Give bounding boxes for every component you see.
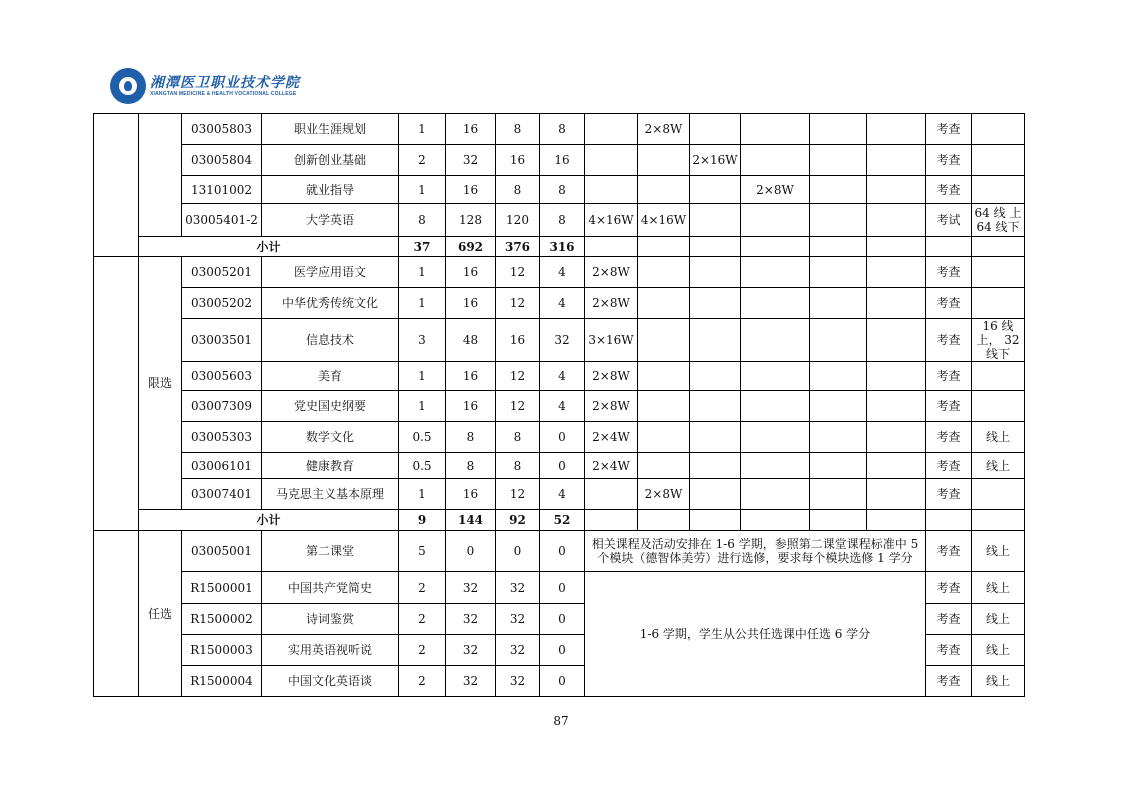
course-theory-hours: 12: [496, 257, 540, 288]
subtotal-credits: 9: [399, 510, 446, 531]
semester-s2: [638, 176, 690, 204]
empty-cell: [741, 453, 810, 479]
empty-cell: [741, 237, 810, 257]
course-total-hours: 16: [446, 176, 496, 204]
limited-elective-label: 限选: [139, 257, 182, 510]
course-credits: 8: [399, 204, 446, 237]
course-total-hours: 48: [446, 319, 496, 362]
course-note: 线上: [972, 666, 1025, 697]
empty-cell: [741, 391, 810, 422]
course-credits: 1: [399, 176, 446, 204]
table-row: [94, 531, 1025, 572]
empty-cell: [867, 391, 926, 422]
course-note: [972, 362, 1025, 391]
subcategory-cell: [139, 114, 182, 237]
course-code: 03005804: [182, 145, 262, 176]
assessment-method: 考查: [926, 572, 972, 604]
semester-s2: [638, 422, 690, 453]
empty-cell: [810, 391, 867, 422]
course-credits: 1: [399, 362, 446, 391]
assessment-method: 考查: [926, 604, 972, 635]
course-practice-hours: 4: [540, 479, 585, 510]
course-note: 线上: [972, 635, 1025, 666]
course-code: 03005001: [182, 531, 262, 572]
college-name-cn: 湘潭医卫职业技术学院: [150, 75, 300, 91]
subtotal-practice-hours: 52: [540, 510, 585, 531]
course-total-hours: 8: [446, 453, 496, 479]
empty-cell: [690, 237, 741, 257]
table-row: [94, 204, 1025, 237]
course-credits: 1: [399, 479, 446, 510]
semester-s1: [585, 479, 638, 510]
semester-s3: 2×16W: [690, 145, 741, 176]
assessment-method: 考查: [926, 288, 972, 319]
empty-cell: [690, 422, 741, 453]
course-practice-hours: 4: [540, 391, 585, 422]
course-total-hours: 16: [446, 362, 496, 391]
second-classroom-description: 相关课程及活动安排在 1-6 学期，参照第二课堂课程标准中 5 个模块（德智体美劳）进行选修，要求每个模块选修 1 学分: [585, 531, 926, 572]
course-note: [972, 145, 1025, 176]
table-row: [94, 479, 1025, 510]
table-row: [94, 453, 1025, 479]
assessment-method: 考查: [926, 145, 972, 176]
semester-s3: [690, 176, 741, 204]
course-credits: 0.5: [399, 453, 446, 479]
course-code: 03007309: [182, 391, 262, 422]
table-row: [94, 391, 1025, 422]
empty-cell: [741, 422, 810, 453]
course-note: [972, 288, 1025, 319]
semester-s4: [741, 114, 810, 145]
course-note: 线上: [972, 422, 1025, 453]
semester-s2: 4×16W: [638, 204, 690, 237]
empty-cell: [867, 319, 926, 362]
semester-s1: 2×4W: [585, 422, 638, 453]
empty-cell: [972, 237, 1025, 257]
course-theory-hours: 16: [496, 319, 540, 362]
empty-cell: [972, 510, 1025, 531]
course-credits: 2: [399, 666, 446, 697]
category-cell: [94, 257, 139, 531]
course-practice-hours: 0: [540, 635, 585, 666]
course-theory-hours: 32: [496, 666, 540, 697]
semester-s2: [638, 391, 690, 422]
course-practice-hours: 4: [540, 257, 585, 288]
course-total-hours: 16: [446, 479, 496, 510]
empty-cell: [690, 319, 741, 362]
category-cell: [94, 114, 139, 257]
college-name-en: XIANGTAN MEDICINE & HEALTH VOCATIONAL COLLEGE: [150, 91, 297, 97]
course-note: 线上: [972, 453, 1025, 479]
course-name: 第二课堂: [262, 531, 399, 572]
semester-s2: [638, 319, 690, 362]
course-theory-hours: 120: [496, 204, 540, 237]
course-code: 03006101: [182, 453, 262, 479]
assessment-method: 考查: [926, 114, 972, 145]
semester-s3: [690, 204, 741, 237]
course-credits: 5: [399, 531, 446, 572]
course-practice-hours: 32: [540, 319, 585, 362]
empty-cell: [867, 479, 926, 510]
semester-s1: 2×8W: [585, 257, 638, 288]
course-name: 就业指导: [262, 176, 399, 204]
course-note: [972, 114, 1025, 145]
semester-s5: [810, 204, 867, 237]
semester-s2: [638, 288, 690, 319]
semester-s5: [810, 145, 867, 176]
course-theory-hours: 8: [496, 114, 540, 145]
empty-cell: [926, 510, 972, 531]
course-theory-hours: 32: [496, 635, 540, 666]
semester-s1: [585, 114, 638, 145]
course-theory-hours: 0: [496, 531, 540, 572]
course-name: 创新创业基础: [262, 145, 399, 176]
course-code: 03003501: [182, 319, 262, 362]
course-total-hours: 16: [446, 257, 496, 288]
course-total-hours: 16: [446, 391, 496, 422]
empty-cell: [810, 510, 867, 531]
semester-s4: [741, 145, 810, 176]
course-total-hours: 8: [446, 422, 496, 453]
course-name: 大学英语: [262, 204, 399, 237]
course-note: 线上: [972, 604, 1025, 635]
assessment-method: 考查: [926, 362, 972, 391]
table-row: [94, 237, 1025, 257]
table-row: [94, 114, 1025, 145]
semester-s2: [638, 362, 690, 391]
course-practice-hours: 0: [540, 666, 585, 697]
semester-s4: 2×8W: [741, 176, 810, 204]
table-row: [94, 319, 1025, 362]
course-name: 医学应用语文: [262, 257, 399, 288]
course-code: 03005401-2: [182, 204, 262, 237]
semester-s6: [867, 204, 926, 237]
course-theory-hours: 32: [496, 572, 540, 604]
course-name: 马克思主义基本原理: [262, 479, 399, 510]
subtotal-theory-hours: 376: [496, 237, 540, 257]
public-elective-description: 1-6 学期，学生从公共任选课中任选 6 学分: [585, 572, 926, 697]
table-row: [94, 362, 1025, 391]
course-code: 03005201: [182, 257, 262, 288]
empty-cell: [810, 257, 867, 288]
empty-cell: [867, 362, 926, 391]
course-name: 中国文化英语谈: [262, 666, 399, 697]
course-note: 64 线 上 64 线下: [972, 204, 1025, 237]
empty-cell: [810, 237, 867, 257]
empty-cell: [810, 453, 867, 479]
semester-s2: 2×8W: [638, 114, 690, 145]
course-credits: 2: [399, 572, 446, 604]
assessment-method: 考查: [926, 635, 972, 666]
course-theory-hours: 12: [496, 391, 540, 422]
course-total-hours: 128: [446, 204, 496, 237]
assessment-method: 考查: [926, 176, 972, 204]
course-note: [972, 391, 1025, 422]
course-practice-hours: 8: [540, 204, 585, 237]
subtotal-theory-hours: 92: [496, 510, 540, 531]
course-practice-hours: 0: [540, 572, 585, 604]
course-credits: 2: [399, 145, 446, 176]
assessment-method: 考查: [926, 319, 972, 362]
college-brand: [150, 75, 300, 97]
course-theory-hours: 16: [496, 145, 540, 176]
category-cell: [94, 531, 139, 697]
course-name: 职业生涯规划: [262, 114, 399, 145]
empty-cell: [810, 319, 867, 362]
course-name: 实用英语视听说: [262, 635, 399, 666]
course-name: 诗词鉴赏: [262, 604, 399, 635]
empty-cell: [810, 479, 867, 510]
course-note: 16 线上， 32 线下: [972, 319, 1025, 362]
table-row: [94, 572, 1025, 604]
semester-s1: 2×8W: [585, 391, 638, 422]
semester-s4: [741, 204, 810, 237]
semester-s1: [585, 176, 638, 204]
empty-cell: [867, 422, 926, 453]
course-theory-hours: 12: [496, 479, 540, 510]
subtotal-total-hours: 692: [446, 237, 496, 257]
empty-cell: [690, 288, 741, 319]
table-row: [94, 288, 1025, 319]
curriculum-table: [93, 113, 1025, 697]
empty-cell: [638, 510, 690, 531]
course-total-hours: 16: [446, 288, 496, 319]
empty-cell: [741, 362, 810, 391]
course-total-hours: 32: [446, 572, 496, 604]
course-practice-hours: 16: [540, 145, 585, 176]
semester-s3: [690, 114, 741, 145]
semester-s6: [867, 176, 926, 204]
empty-cell: [690, 362, 741, 391]
table-row: [94, 176, 1025, 204]
table-row: [94, 422, 1025, 453]
course-theory-hours: 8: [496, 176, 540, 204]
course-theory-hours: 8: [496, 422, 540, 453]
empty-cell: [867, 288, 926, 319]
empty-cell: [741, 510, 810, 531]
course-credits: 3: [399, 319, 446, 362]
empty-cell: [810, 422, 867, 453]
course-theory-hours: 32: [496, 604, 540, 635]
course-practice-hours: 0: [540, 604, 585, 635]
semester-s1: 2×4W: [585, 453, 638, 479]
empty-cell: [810, 362, 867, 391]
assessment-method: 考查: [926, 666, 972, 697]
course-theory-hours: 12: [496, 362, 540, 391]
assessment-method: 考查: [926, 479, 972, 510]
course-total-hours: 32: [446, 145, 496, 176]
course-code: 03005303: [182, 422, 262, 453]
course-credits: 0.5: [399, 422, 446, 453]
course-code: R1500003: [182, 635, 262, 666]
assessment-method: 考试: [926, 204, 972, 237]
college-logo-icon: [110, 68, 146, 104]
assessment-method: 考查: [926, 257, 972, 288]
empty-cell: [690, 453, 741, 479]
course-note: [972, 257, 1025, 288]
empty-cell: [867, 257, 926, 288]
course-total-hours: 16: [446, 114, 496, 145]
course-credits: 1: [399, 391, 446, 422]
course-note: [972, 176, 1025, 204]
table-row: [94, 510, 1025, 531]
empty-cell: [638, 237, 690, 257]
course-practice-hours: 4: [540, 362, 585, 391]
semester-s6: [867, 114, 926, 145]
course-code: 13101002: [182, 176, 262, 204]
semester-s1: 3×16W: [585, 319, 638, 362]
empty-cell: [741, 319, 810, 362]
table-row: [94, 257, 1025, 288]
course-total-hours: 32: [446, 604, 496, 635]
semester-s1: 4×16W: [585, 204, 638, 237]
course-total-hours: 32: [446, 635, 496, 666]
empty-cell: [690, 479, 741, 510]
course-credits: 1: [399, 114, 446, 145]
empty-cell: [585, 237, 638, 257]
course-code: R1500001: [182, 572, 262, 604]
course-theory-hours: 12: [496, 288, 540, 319]
college-header: [110, 66, 300, 106]
course-total-hours: 32: [446, 666, 496, 697]
course-note: 线上: [972, 572, 1025, 604]
empty-cell: [741, 479, 810, 510]
course-practice-hours: 4: [540, 288, 585, 319]
empty-cell: [690, 391, 741, 422]
empty-cell: [867, 510, 926, 531]
semester-s1: 2×8W: [585, 362, 638, 391]
semester-s2: 2×8W: [638, 479, 690, 510]
empty-cell: [690, 257, 741, 288]
course-theory-hours: 8: [496, 453, 540, 479]
semester-s1: 2×8W: [585, 288, 638, 319]
course-credits: 2: [399, 635, 446, 666]
semester-s6: [867, 145, 926, 176]
course-name: 数学文化: [262, 422, 399, 453]
course-name: 中华优秀传统文化: [262, 288, 399, 319]
subtotal-practice-hours: 316: [540, 237, 585, 257]
course-name: 健康教育: [262, 453, 399, 479]
course-note: 线上: [972, 531, 1025, 572]
assessment-method: 考查: [926, 391, 972, 422]
page-number: 87: [553, 714, 569, 728]
semester-s1: [585, 145, 638, 176]
empty-cell: [585, 510, 638, 531]
course-credits: 2: [399, 604, 446, 635]
course-credits: 1: [399, 257, 446, 288]
semester-s5: [810, 176, 867, 204]
table-row: [94, 145, 1025, 176]
semester-s2: [638, 257, 690, 288]
course-code: 03005202: [182, 288, 262, 319]
subtotal-label: 小计: [139, 237, 399, 257]
course-name: 党史国史纲要: [262, 391, 399, 422]
course-code: 03007401: [182, 479, 262, 510]
empty-cell: [690, 510, 741, 531]
course-total-hours: 0: [446, 531, 496, 572]
assessment-method: 考查: [926, 531, 972, 572]
course-practice-hours: 8: [540, 176, 585, 204]
course-credits: 1: [399, 288, 446, 319]
course-code: 03005603: [182, 362, 262, 391]
empty-cell: [741, 288, 810, 319]
assessment-method: 考查: [926, 422, 972, 453]
empty-cell: [810, 288, 867, 319]
course-practice-hours: 0: [540, 453, 585, 479]
course-practice-hours: 8: [540, 114, 585, 145]
course-note: [972, 479, 1025, 510]
course-name: 信息技术: [262, 319, 399, 362]
assessment-method: 考查: [926, 453, 972, 479]
empty-cell: [867, 453, 926, 479]
subtotal-label: 小计: [139, 510, 399, 531]
semester-s5: [810, 114, 867, 145]
course-name: 美育: [262, 362, 399, 391]
empty-cell: [926, 237, 972, 257]
subtotal-credits: 37: [399, 237, 446, 257]
empty-cell: [867, 237, 926, 257]
course-practice-hours: 0: [540, 422, 585, 453]
course-code: R1500002: [182, 604, 262, 635]
course-code: 03005803: [182, 114, 262, 145]
course-code: R1500004: [182, 666, 262, 697]
empty-cell: [741, 257, 810, 288]
free-elective-label: 任选: [139, 531, 182, 697]
course-practice-hours: 0: [540, 531, 585, 572]
subtotal-total-hours: 144: [446, 510, 496, 531]
semester-s2: [638, 145, 690, 176]
semester-s2: [638, 453, 690, 479]
course-name: 中国共产党简史: [262, 572, 399, 604]
